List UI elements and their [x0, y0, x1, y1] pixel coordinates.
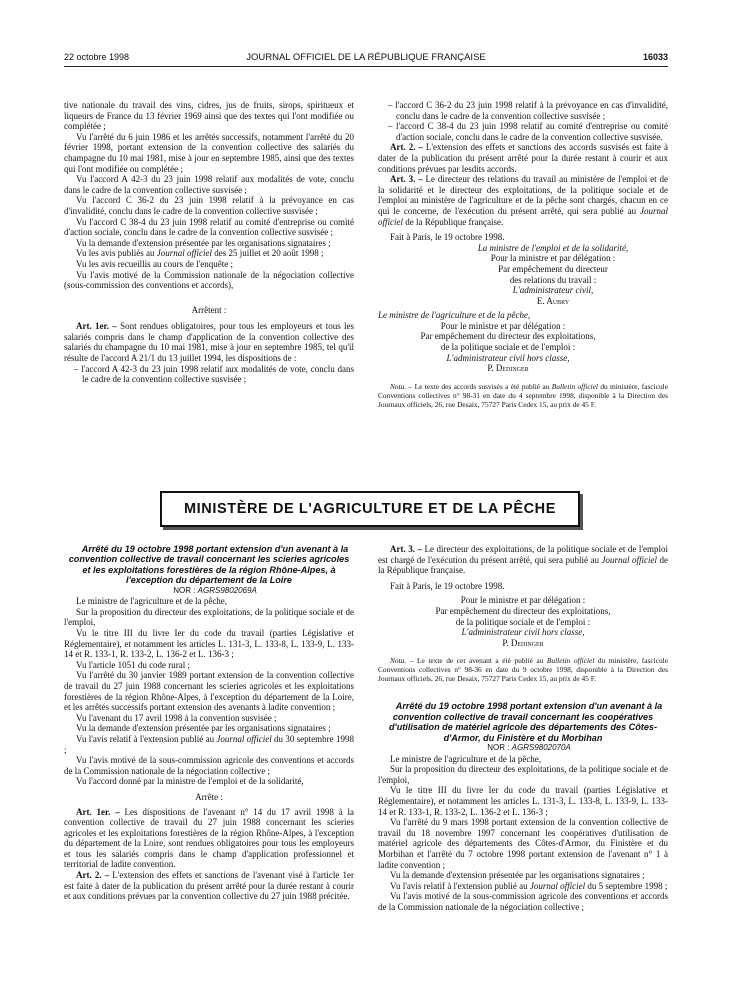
nor-code: AGRS9802070A: [511, 742, 571, 752]
journal-name: Journal officiel: [378, 205, 668, 227]
journal-name: Journal officiel: [601, 554, 657, 565]
ministry-banner: MINISTÈRE DE L'AGRICULTURE ET DE LA PÊCHE: [160, 491, 580, 527]
signatory-title: Le ministre de l'agriculture et de la pêche,: [378, 310, 531, 321]
text: des 25 juillet et 20 août 1998 ;: [211, 248, 324, 259]
paragraph: Vu l'arrêté du 6 juin 1986 et les arrêtés successifs, notamment l'arrêté du 20 février 1998, portant extension de la convention collective des salariés du champagne du 10 mai 1981, mise à jour en septembre 1985, ainsi que des textes qui l'ont modifiée ou complétée ;: [64, 131, 354, 174]
nor-reference: [64, 586, 354, 597]
signatory-line: Par empêchement du directeur des exploitations,: [420, 331, 596, 342]
nor-label: NOR :: [487, 742, 512, 752]
paragraph: Vu l'article 1051 du code rural ;: [76, 659, 191, 670]
decree-heading: Arrête :: [195, 791, 223, 802]
paragraph: Vu les avis recueillis au cours de l'enquête ;: [76, 258, 234, 269]
signatory-name: E. Aubry: [536, 295, 570, 306]
text: du 30 septembre 1998 ;: [64, 733, 354, 755]
signatory-line: de la politique sociale et de l'emploi :: [440, 342, 576, 353]
paragraph: [64, 734, 354, 755]
paragraph: Vu la demande d'extension présentée par les organisations signataires ;: [76, 237, 331, 248]
text: Vu les avis publiés au: [76, 248, 157, 259]
article-text: L'extension des effets et sanctions des accords susvisés est faite à dater de la publication du présent arrêté pour la durée restant à courir et aux conditions prévues par lesdits accords.: [378, 142, 668, 174]
article-label: Art. 2. –: [390, 142, 423, 153]
signatory-line: Par empêchement du directeur des exploitations,: [435, 605, 611, 616]
signatory-line: L'administrateur civil hors classe,: [446, 352, 570, 363]
header-rule: [64, 66, 668, 67]
article-label: Art. 1er. –: [76, 321, 117, 332]
nor-reference: [378, 743, 668, 754]
bottom-left-column: [64, 544, 354, 902]
paragraph: Sur la proposition du directeur des exploitations, de la politique sociale et de l'emploi,: [378, 764, 668, 785]
text: Vu l'avis relatif à l'extension publié au: [390, 880, 530, 891]
text: du ministère, fascicule Conventions collectives n° 98-31 en date du 4 septembre 1998, disponible à la Direction des Journaux officiels, 26, rue Desaix, 75727 Paris Cedex 15, au prix de 45 F.: [378, 381, 668, 409]
signatory-line: Pour la ministre et par délégation :: [490, 253, 616, 264]
paragraph: [64, 248, 354, 259]
article-text: Le directeur des exploitations, de la politique sociale et de l'emploi est chargé de l'exécution du présent arrêté, qui sera publié au: [378, 544, 668, 565]
bulletin-name: Bulletin officiel: [551, 381, 598, 391]
paragraph: Vu le titre III du livre Ier du code du travail (parties Législative et Réglementaire), et notamment les articles L. 131-3, L. 133-8, L. 133-9, L. 133-14 et R. 133-1, R. 133-2, L. 136-2 et L. 136-3 ;: [378, 785, 668, 817]
signatory-line: L'administrateur civil hors classe,: [461, 627, 585, 638]
paragraph: Vu l'arrêté du 30 janvier 1989 portant extension de la convention collective de travail du 27 juin 1988 concernant les scieries agricoles et les exploitations forestières de la région Rhône-Alpes, à l'exception du département de la Loire, et les arrêtés successifs portant extension des avenants à ladite convention ;: [64, 670, 354, 713]
paragraph: tive nationale du travail des vins, cidres, jus de fruits, sirops, spiritueux et liqueurs de France du 13 février 1969 ainsi que des textes qui l'ont modifiée ou complétée ;: [64, 100, 354, 132]
decree-title: Arrêté du 19 octobre 1998 portant extension d'un avenant à la convention collective de travail concernant les coopératives d'utilisation de matériel agricole des départements des Côtes-d'Armor, du Finistère et du Morbihan: [389, 701, 663, 743]
bulletin-name: Bulletin officiel: [546, 656, 595, 666]
paragraph: Vu l'accord donné par la ministre de l'emploi et de la solidarité,: [76, 776, 304, 787]
article-text: Les dispositions de l'avenant n° 14 du 17 avril 1998 à la convention collective de travail du 27 juin 1988 concernant les scieries agricoles et les exploitations forestières de la région Rhône-Alpes, à l'exception du département de la Loire, sont rendues obligatoires pour tous les employeurs et tous les salariés compris dans le champ d'application professionnel et territorial de ladite convention.: [64, 806, 354, 870]
article-2: [378, 142, 668, 174]
paragraph: Vu l'accord C 36-2 du 23 juin 1998 relatif à la prévoyance en cas d'invalidité, conclu dans le cadre de la convention collective susvisée ;: [64, 195, 354, 216]
paragraph: Vu l'accord A 42-3 du 23 juin 1998 relatif aux modalités de vote, conclu dans le cadre de la convention collective susvisée ;: [64, 174, 354, 195]
paragraph: Vu l'avenant du 17 avril 1998 à la convention susvisée ;: [76, 712, 277, 723]
header-journal-title: JOURNAL OFFICIEL DE LA RÉPUBLIQUE FRANÇAISE: [246, 52, 486, 63]
article-text: Le directeur des relations du travail au ministère de l'emploi et de la solidarité et le directeur des exploitations, de la politique sociale et de l'emploi au ministère de l'agriculture et de la pêche sont chargés, chacun en ce qui le concerne, de l'exécution du présent arrêté, qui sera publié au: [378, 174, 668, 216]
signatory-line: Pour le ministre et par délégation :: [460, 595, 586, 606]
article-1: [64, 807, 354, 871]
text: Le texte de cet avenant a été publié au: [413, 656, 547, 666]
text: de la République française.: [378, 554, 668, 576]
nor-code: AGRS9802069A: [197, 585, 257, 595]
paragraph: Vu la demande d'extension présentée par les organisations signataires ;: [390, 870, 645, 881]
text: du ministère, fascicule Conventions collectives n° 98-36 en date du 9 octobre 1998, disponible à la Direction des Journaux officiels, 26, rue Desaix, 75727 Paris Cedex 15, au prix de 45 F.: [378, 656, 669, 684]
paragraph: Vu le titre III du livre Ier du code du travail (parties Législative et Réglementaire), et notamment les articles L. 131-3, L. 133-8, L. 133-9, L. 133-14 et R. 133-1, R. 133-2, L. 136-2 et L. 136-3 ;: [64, 628, 354, 660]
decree-title: Arrêté du 19 octobre 1998 portant extension d'un avenant à la convention collective de travail concernant les scieries agricoles et les exploitations forestières de la région Rhône-Alpes, à l'exception du département de la Loire: [68, 544, 350, 586]
list-item: – l'accord C 38-4 du 23 juin 1998 relatif au comité d'entreprise ou comité d'action sociale, conclu dans le cadre de la convention collective susvisée.: [388, 121, 668, 142]
article-1: [64, 321, 354, 363]
article-3: [378, 174, 668, 227]
signature-place-date: Fait à Paris, le 19 octobre 1998.: [390, 580, 505, 591]
text: Vu l'avis relatif à l'extension publié au: [76, 733, 217, 744]
list-item: – l'accord C 36-2 du 23 juin 1998 relatif à la prévoyance en cas d'invalidité, conclu dans le cadre de la convention collective susvisée ;: [388, 100, 668, 121]
paragraph: Sur la proposition du directeur des exploitations, de la politique sociale et de l'emploi,: [64, 606, 354, 628]
top-right-column: [378, 100, 668, 409]
paragraph: [378, 881, 668, 892]
list-item: – l'accord A 42-3 du 23 juin 1998 relatif aux modalités de vote, conclu dans le cadre de la convention collective susvisée ;: [74, 363, 354, 385]
article-3: [378, 544, 668, 576]
journal-name: Journal officiel: [529, 880, 586, 891]
signatory-line: Pour le ministre et par délégation :: [440, 320, 566, 331]
signatory-name: P. Dedinger: [502, 637, 544, 648]
paragraph: Vu la demande d'extension présentée par les organisations signataires ;: [76, 723, 331, 734]
page-header: [64, 52, 668, 66]
journal-name: Journal officiel: [216, 733, 272, 744]
note-label: Nota. –: [390, 381, 413, 391]
signatory-line: Par empêchement du directeur: [498, 263, 608, 274]
paragraph: Vu l'avis motivé de la Commission nationale de la négociation collective (sous-commission des conventions et accords),: [64, 269, 354, 291]
paragraph: Vu l'arrêté du 9 mars 1998 portant extension de la convention collective de travail du 18 novembre 1997 concernant les coopératives d'utilisation de matériel agricole des départements des Côtes-d'Armor, du Finistère et du Morbihan et l'arrêté du 7 octobre 1998 portant extension de l'avenant n° 1 à ladite convention ;: [378, 817, 668, 870]
article-label: Art. 1er. –: [76, 806, 120, 817]
paragraph: Le ministre de l'agriculture et de la pêche,: [390, 753, 542, 764]
paragraph: Vu l'avis motivé de la sous-commission agricole des conventions et accords de la Commission nationale de la négociation collective ;: [64, 755, 354, 776]
signature-place-date: Fait à Paris, le 19 octobre 1998.: [390, 232, 505, 243]
article-label: Art. 3. –: [390, 174, 423, 185]
signatory-line: L'administrateur civil,: [512, 285, 594, 296]
paragraph: Vu l'avis motivé de la sous-commission agricole des conventions et accords de la Commission nationale de la négociation collective ;: [378, 891, 668, 912]
footnote: [378, 656, 668, 683]
header-page-number: 16033: [642, 52, 668, 62]
article-2: [64, 870, 354, 902]
article-label: Art. 3. –: [390, 544, 423, 554]
bottom-right-column: [378, 544, 668, 912]
article-text: L'extension des effets et sanctions de l'avenant visé à l'article 1er est faite à dater de la publication du présent arrêté pour la durée restant à courir et aux conditions prévues par la convention collective du 27 juin 1988 précitée.: [64, 870, 354, 902]
signatory-name: P. Dedinger: [487, 363, 529, 374]
journal-name: Journal officiel: [156, 248, 212, 259]
decree-heading: Arrêtent :: [191, 304, 227, 315]
signatory-line: des relations du travail :: [509, 274, 597, 285]
footnote: [378, 382, 668, 409]
nor-label: NOR :: [173, 585, 198, 595]
signatory-line: de la politique sociale et de l'emploi :: [455, 616, 591, 627]
text: du 5 septembre 1998 ;: [585, 880, 668, 891]
signatory-title: La ministre de l'emploi et de la solidarité,: [477, 242, 629, 253]
article-label: Art. 2. –: [76, 870, 110, 881]
header-date: 22 octobre 1998: [64, 52, 130, 62]
note-label: Nota. –: [390, 656, 414, 666]
text: Le texte des accords susvisés a été publié au: [412, 381, 552, 391]
top-left-column: [64, 100, 354, 385]
text: de la République française.: [403, 216, 504, 227]
article-text: Sont rendues obligatoires, pour tous les employeurs et tous les salariés compris dans le champ d'application de la convention collective des salariés du champagne du 10 mai 1981, mise à jour en septembre 1985, tel qu'il résulte de l'accord A 21/1 du 13 juillet 1994, les dispositions de :: [64, 321, 355, 364]
paragraph: Le ministre de l'agriculture et de la pêche,: [76, 596, 228, 607]
paragraph: Vu l'accord C 38-4 du 23 juin 1998 relatif au comité d'entreprise ou comité d'action sociale, conclu dans le cadre de la convention collective susvisée ;: [64, 216, 354, 238]
